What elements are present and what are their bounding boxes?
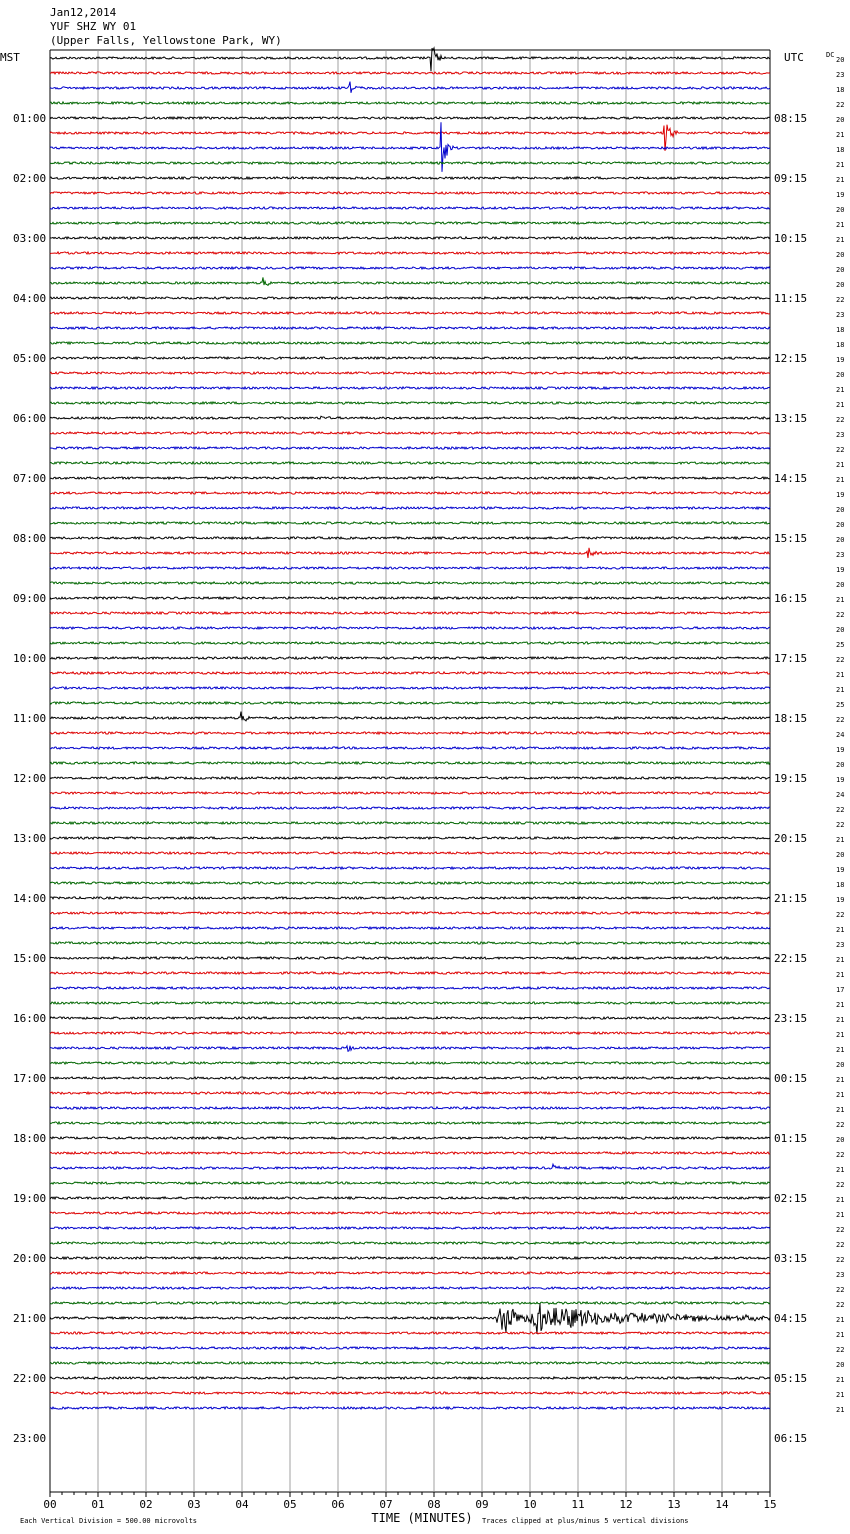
mst-hour-label: 01:00 (13, 112, 47, 125)
dc-offset-value: 22 (836, 296, 845, 304)
seismic-trace (50, 492, 770, 494)
dc-offset-value: 22 (836, 656, 845, 664)
dc-offset-value: 21 (836, 836, 845, 844)
dc-offset-value: 18 (836, 341, 845, 349)
dc-offset-value: 20 (836, 266, 845, 274)
seismic-trace (50, 1062, 770, 1064)
seismic-trace (50, 1304, 770, 1334)
seismic-trace (50, 117, 770, 119)
utc-hour-label: 11:15 (774, 292, 808, 305)
seismic-trace (50, 1212, 770, 1214)
seismic-trace (50, 597, 770, 599)
seismic-trace (50, 1137, 770, 1139)
seismic-trace (50, 1332, 770, 1334)
dc-offset-value: 23 (836, 1271, 845, 1279)
dc-offset-value: 22 (836, 1226, 845, 1234)
dc-offset-value: 22 (836, 1301, 845, 1309)
seismic-trace (50, 852, 770, 854)
seismic-trace (50, 1182, 770, 1184)
dc-offset-value: 21 (836, 1391, 845, 1399)
dc-offset-value: 21 (836, 1316, 845, 1324)
seismic-trace (50, 687, 770, 689)
seismic-trace (50, 1017, 770, 1019)
seismic-trace (50, 822, 770, 824)
dc-offset-value: 22 (836, 101, 845, 109)
seismic-trace (50, 1092, 770, 1094)
seismic-trace (50, 252, 770, 254)
dc-offset-value: 21 (836, 131, 845, 139)
dc-offset-value: 21 (836, 686, 845, 694)
dc-offset-value: 18 (836, 146, 845, 154)
seismic-trace (50, 792, 770, 794)
dc-offset-value: 18 (836, 881, 845, 889)
utc-hour-label: 19:15 (774, 772, 808, 785)
seismic-trace (50, 357, 770, 359)
mst-hour-label: 08:00 (13, 532, 47, 545)
dc-offset-value: 21 (836, 1016, 845, 1024)
dc-offset-value: 21 (836, 1406, 845, 1414)
seismic-trace (50, 477, 770, 479)
mst-hour-label: 04:00 (13, 292, 47, 305)
mst-hour-label: 22:00 (13, 1372, 47, 1385)
dc-offset-value: 17 (836, 986, 845, 994)
utc-hour-label: 10:15 (774, 232, 808, 245)
mst-hour-label: 14:00 (13, 892, 47, 905)
mst-hour-label: 18:00 (13, 1132, 47, 1145)
seismic-trace (50, 1242, 770, 1244)
dc-offset-value: 20 (836, 851, 845, 859)
x-tick-label: 09 (475, 1498, 489, 1511)
x-tick-label: 07 (379, 1498, 393, 1511)
dc-offset-value: 20 (836, 371, 845, 379)
dc-offset-value: 21 (836, 1211, 845, 1219)
x-tick-label: 11 (571, 1498, 585, 1511)
seismic-trace (50, 1407, 770, 1409)
dc-offset-value: 21 (836, 1331, 845, 1339)
utc-hour-label: 23:15 (774, 1012, 808, 1025)
seismic-trace (50, 48, 770, 71)
seismic-trace (50, 867, 770, 869)
utc-hour-label: 09:15 (774, 172, 808, 185)
utc-hour-label: 21:15 (774, 892, 808, 905)
mst-hour-label: 11:00 (13, 712, 47, 725)
utc-hour-label: 06:15 (774, 1432, 808, 1445)
seismic-trace (50, 912, 770, 914)
dc-offset-value: 21 (836, 671, 845, 679)
dc-offset-value: 20 (836, 506, 845, 514)
x-tick-label: 00 (43, 1498, 57, 1511)
dc-offset-value: 21 (836, 1001, 845, 1009)
dc-offset-value: 22 (836, 716, 845, 724)
seismic-trace (50, 942, 770, 944)
clipping-note: Traces clipped at plus/minus 5 vertical divisions (482, 1517, 689, 1525)
dc-offset-value: 21 (836, 176, 845, 184)
seismic-trace (50, 207, 770, 209)
dc-offset-value: 22 (836, 611, 845, 619)
seismic-trace (50, 237, 770, 239)
seismic-trace (50, 732, 770, 734)
seismic-trace (50, 1272, 770, 1274)
dc-offset-value: 21 (836, 1091, 845, 1099)
seismic-trace (50, 582, 770, 584)
utc-hour-label: 05:15 (774, 1372, 808, 1385)
dc-offset-value: 22 (836, 1121, 845, 1129)
dc-offset-value: 21 (836, 1076, 845, 1084)
seismic-trace (50, 1347, 770, 1349)
seismic-trace (50, 522, 770, 524)
dc-offset-value: 21 (836, 926, 845, 934)
dc-offset-value: 25 (836, 701, 845, 709)
dc-offset-value: 22 (836, 446, 845, 454)
dc-offset-value: 21 (836, 1031, 845, 1039)
seismic-trace (50, 82, 770, 93)
dc-offset-value: 20 (836, 536, 845, 544)
utc-hour-label: 17:15 (774, 652, 808, 665)
mst-hour-label: 07:00 (13, 472, 47, 485)
dc-offset-value: 23 (836, 311, 845, 319)
seismic-trace (50, 102, 770, 104)
mst-hour-label: 17:00 (13, 1072, 47, 1085)
seismic-trace (50, 1227, 770, 1229)
station-code: YUF SHZ WY 01 (50, 20, 137, 33)
dc-offset-value: 21 (836, 1106, 845, 1114)
utc-hour-label: 03:15 (774, 1252, 808, 1265)
seismic-trace (50, 567, 770, 569)
utc-hour-label: 15:15 (774, 532, 808, 545)
seismic-trace (50, 1377, 770, 1379)
seismic-trace (50, 462, 770, 464)
dc-offset-value: 25 (836, 641, 845, 649)
dc-offset-value: 21 (836, 596, 845, 604)
utc-hour-label: 00:15 (774, 1072, 808, 1085)
x-tick-label: 04 (235, 1498, 249, 1511)
x-tick-label: 12 (619, 1498, 633, 1511)
dc-offset-value: 21 (836, 1046, 845, 1054)
seismic-trace (50, 1032, 770, 1034)
seismic-trace (50, 642, 770, 644)
x-tick-label: 15 (763, 1498, 777, 1511)
dc-offset-value: 20 (836, 56, 845, 64)
seismic-trace (50, 402, 770, 404)
dc-offset-value: 24 (836, 731, 845, 739)
dc-offset-value: 19 (836, 356, 845, 364)
dc-offset-value: 23 (836, 431, 845, 439)
seismic-trace (50, 627, 770, 629)
seismic-trace (50, 1287, 770, 1289)
vertical-scale-note: Each Vertical Division = 500.00 microvolts (20, 1517, 198, 1525)
dc-offset-value: 22 (836, 821, 845, 829)
dc-offset-value: 21 (836, 956, 845, 964)
seismic-trace (50, 1197, 770, 1199)
dc-offset-value: 21 (836, 1196, 845, 1204)
dc-offset-value: 20 (836, 521, 845, 529)
dc-offset-value: 23 (836, 71, 845, 79)
seismic-trace (50, 387, 770, 389)
seismic-trace (50, 777, 770, 779)
dc-offset-value: 20 (836, 251, 845, 259)
seismic-trace (50, 1077, 770, 1079)
seismic-trace (50, 267, 770, 269)
dc-offset-value: 19 (836, 491, 845, 499)
seismic-trace (50, 807, 770, 809)
mst-hour-label: 12:00 (13, 772, 47, 785)
dc-offset-value: 19 (836, 191, 845, 199)
x-tick-label: 01 (91, 1498, 105, 1511)
seismic-trace (50, 1164, 770, 1169)
dc-offset-value: 21 (836, 401, 845, 409)
dc-offset-value: 22 (836, 1286, 845, 1294)
seismic-trace (50, 927, 770, 929)
dc-offset-label: DC (826, 51, 835, 59)
dc-offset-value: 21 (836, 476, 845, 484)
utc-hour-label: 14:15 (774, 472, 808, 485)
seismic-trace (50, 837, 770, 839)
seismic-trace (50, 192, 770, 194)
dc-offset-value: 22 (836, 1346, 845, 1354)
seismic-trace (50, 537, 770, 539)
mst-hour-label: 10:00 (13, 652, 47, 665)
dc-offset-value: 20 (836, 206, 845, 214)
seismic-trace (50, 327, 770, 329)
right-timezone-label: UTC (784, 51, 804, 64)
seismic-trace (50, 312, 770, 314)
dc-offset-value: 18 (836, 326, 845, 334)
seismic-trace (50, 277, 770, 285)
dc-offset-value: 19 (836, 896, 845, 904)
dc-offset-value: 22 (836, 1241, 845, 1249)
seismic-trace (50, 747, 770, 749)
dc-offset-value: 20 (836, 626, 845, 634)
mst-hour-label: 02:00 (13, 172, 47, 185)
dc-offset-value: 20 (836, 761, 845, 769)
dc-offset-value: 19 (836, 566, 845, 574)
dc-offset-value: 22 (836, 416, 845, 424)
seismic-trace (50, 957, 770, 959)
utc-hour-label: 02:15 (774, 1192, 808, 1205)
seismic-trace (50, 548, 770, 558)
dc-offset-value: 23 (836, 551, 845, 559)
dc-offset-value: 21 (836, 971, 845, 979)
utc-hour-label: 20:15 (774, 832, 808, 845)
mst-hour-label: 13:00 (13, 832, 47, 845)
seismic-trace (50, 987, 770, 989)
mst-hour-label: 23:00 (13, 1432, 47, 1445)
dc-offset-value: 18 (836, 86, 845, 94)
seismic-trace (50, 177, 770, 179)
dc-offset-value: 22 (836, 911, 845, 919)
utc-hour-label: 04:15 (774, 1312, 808, 1325)
seismic-trace (50, 712, 770, 721)
dc-offset-value: 19 (836, 776, 845, 784)
dc-offset-value: 23 (836, 941, 845, 949)
seismic-trace (50, 72, 770, 74)
seismic-trace (50, 1257, 770, 1259)
seismic-trace (50, 612, 770, 614)
x-tick-label: 06 (331, 1498, 345, 1511)
x-tick-label: 03 (187, 1498, 201, 1511)
seismic-trace (50, 1152, 770, 1154)
seismic-trace (50, 702, 770, 704)
mst-hour-label: 03:00 (13, 232, 47, 245)
seismic-trace (50, 1002, 770, 1004)
mst-hour-label: 05:00 (13, 352, 47, 365)
seismic-trace (50, 1046, 770, 1052)
dc-offset-value: 22 (836, 1151, 845, 1159)
dc-offset-value: 20 (836, 1361, 845, 1369)
seismic-trace (50, 972, 770, 974)
seismic-trace (50, 222, 770, 224)
x-tick-label: 08 (427, 1498, 441, 1511)
x-tick-label: 14 (715, 1498, 729, 1511)
station-location: (Upper Falls, Yellowstone Park, WY) (50, 34, 282, 47)
utc-hour-label: 01:15 (774, 1132, 808, 1145)
seismic-trace (50, 657, 770, 659)
dc-offset-value: 22 (836, 1181, 845, 1189)
seismic-trace (50, 1122, 770, 1124)
seismic-trace (50, 1107, 770, 1109)
dc-offset-value: 20 (836, 1136, 845, 1144)
dc-offset-value: 21 (836, 461, 845, 469)
mst-hour-label: 16:00 (13, 1012, 47, 1025)
mst-hour-label: 09:00 (13, 592, 47, 605)
utc-hour-label: 12:15 (774, 352, 808, 365)
seismic-trace (50, 447, 770, 449)
seismic-trace (50, 162, 770, 164)
x-axis-label: TIME (MINUTES) (371, 1511, 473, 1525)
dc-offset-value: 20 (836, 281, 845, 289)
dc-offset-value: 21 (836, 386, 845, 394)
mst-hour-label: 20:00 (13, 1252, 47, 1265)
x-tick-label: 05 (283, 1498, 297, 1511)
dc-offset-value: 22 (836, 1256, 845, 1264)
seismic-trace (50, 297, 770, 299)
left-timezone-label: MST (0, 51, 20, 64)
x-tick-label: 02 (139, 1498, 153, 1511)
seismic-trace (50, 507, 770, 509)
seismic-trace (50, 342, 770, 344)
dc-offset-value: 21 (836, 221, 845, 229)
record-date: Jan12,2014 (50, 6, 117, 19)
dc-offset-value: 20 (836, 581, 845, 589)
dc-offset-value: 20 (836, 116, 845, 124)
dc-offset-value: 22 (836, 806, 845, 814)
dc-offset-value: 21 (836, 161, 845, 169)
utc-hour-label: 16:15 (774, 592, 808, 605)
dc-offset-value: 20 (836, 1061, 845, 1069)
seismic-trace (50, 882, 770, 884)
seismic-trace (50, 1392, 770, 1394)
mst-hour-label: 15:00 (13, 952, 47, 965)
x-tick-label: 10 (523, 1498, 537, 1511)
dc-offset-value: 21 (836, 1166, 845, 1174)
dc-offset-value: 21 (836, 1376, 845, 1384)
dc-offset-value: 21 (836, 236, 845, 244)
seismic-trace (50, 1362, 770, 1364)
seismic-trace (50, 897, 770, 899)
seismic-trace (50, 1302, 770, 1304)
seismic-trace (50, 762, 770, 764)
x-tick-label: 13 (667, 1498, 681, 1511)
mst-hour-label: 21:00 (13, 1312, 47, 1325)
utc-hour-label: 08:15 (774, 112, 808, 125)
utc-hour-label: 18:15 (774, 712, 808, 725)
utc-hour-label: 22:15 (774, 952, 808, 965)
mst-hour-label: 19:00 (13, 1192, 47, 1205)
utc-hour-label: 13:15 (774, 412, 808, 425)
dc-offset-value: 24 (836, 791, 845, 799)
seismic-trace (50, 672, 770, 674)
dc-offset-value: 19 (836, 746, 845, 754)
seismic-trace (50, 416, 770, 419)
mst-hour-label: 06:00 (13, 412, 47, 425)
dc-offset-value: 19 (836, 866, 845, 874)
seismic-trace (50, 372, 770, 374)
seismic-trace (50, 432, 770, 434)
